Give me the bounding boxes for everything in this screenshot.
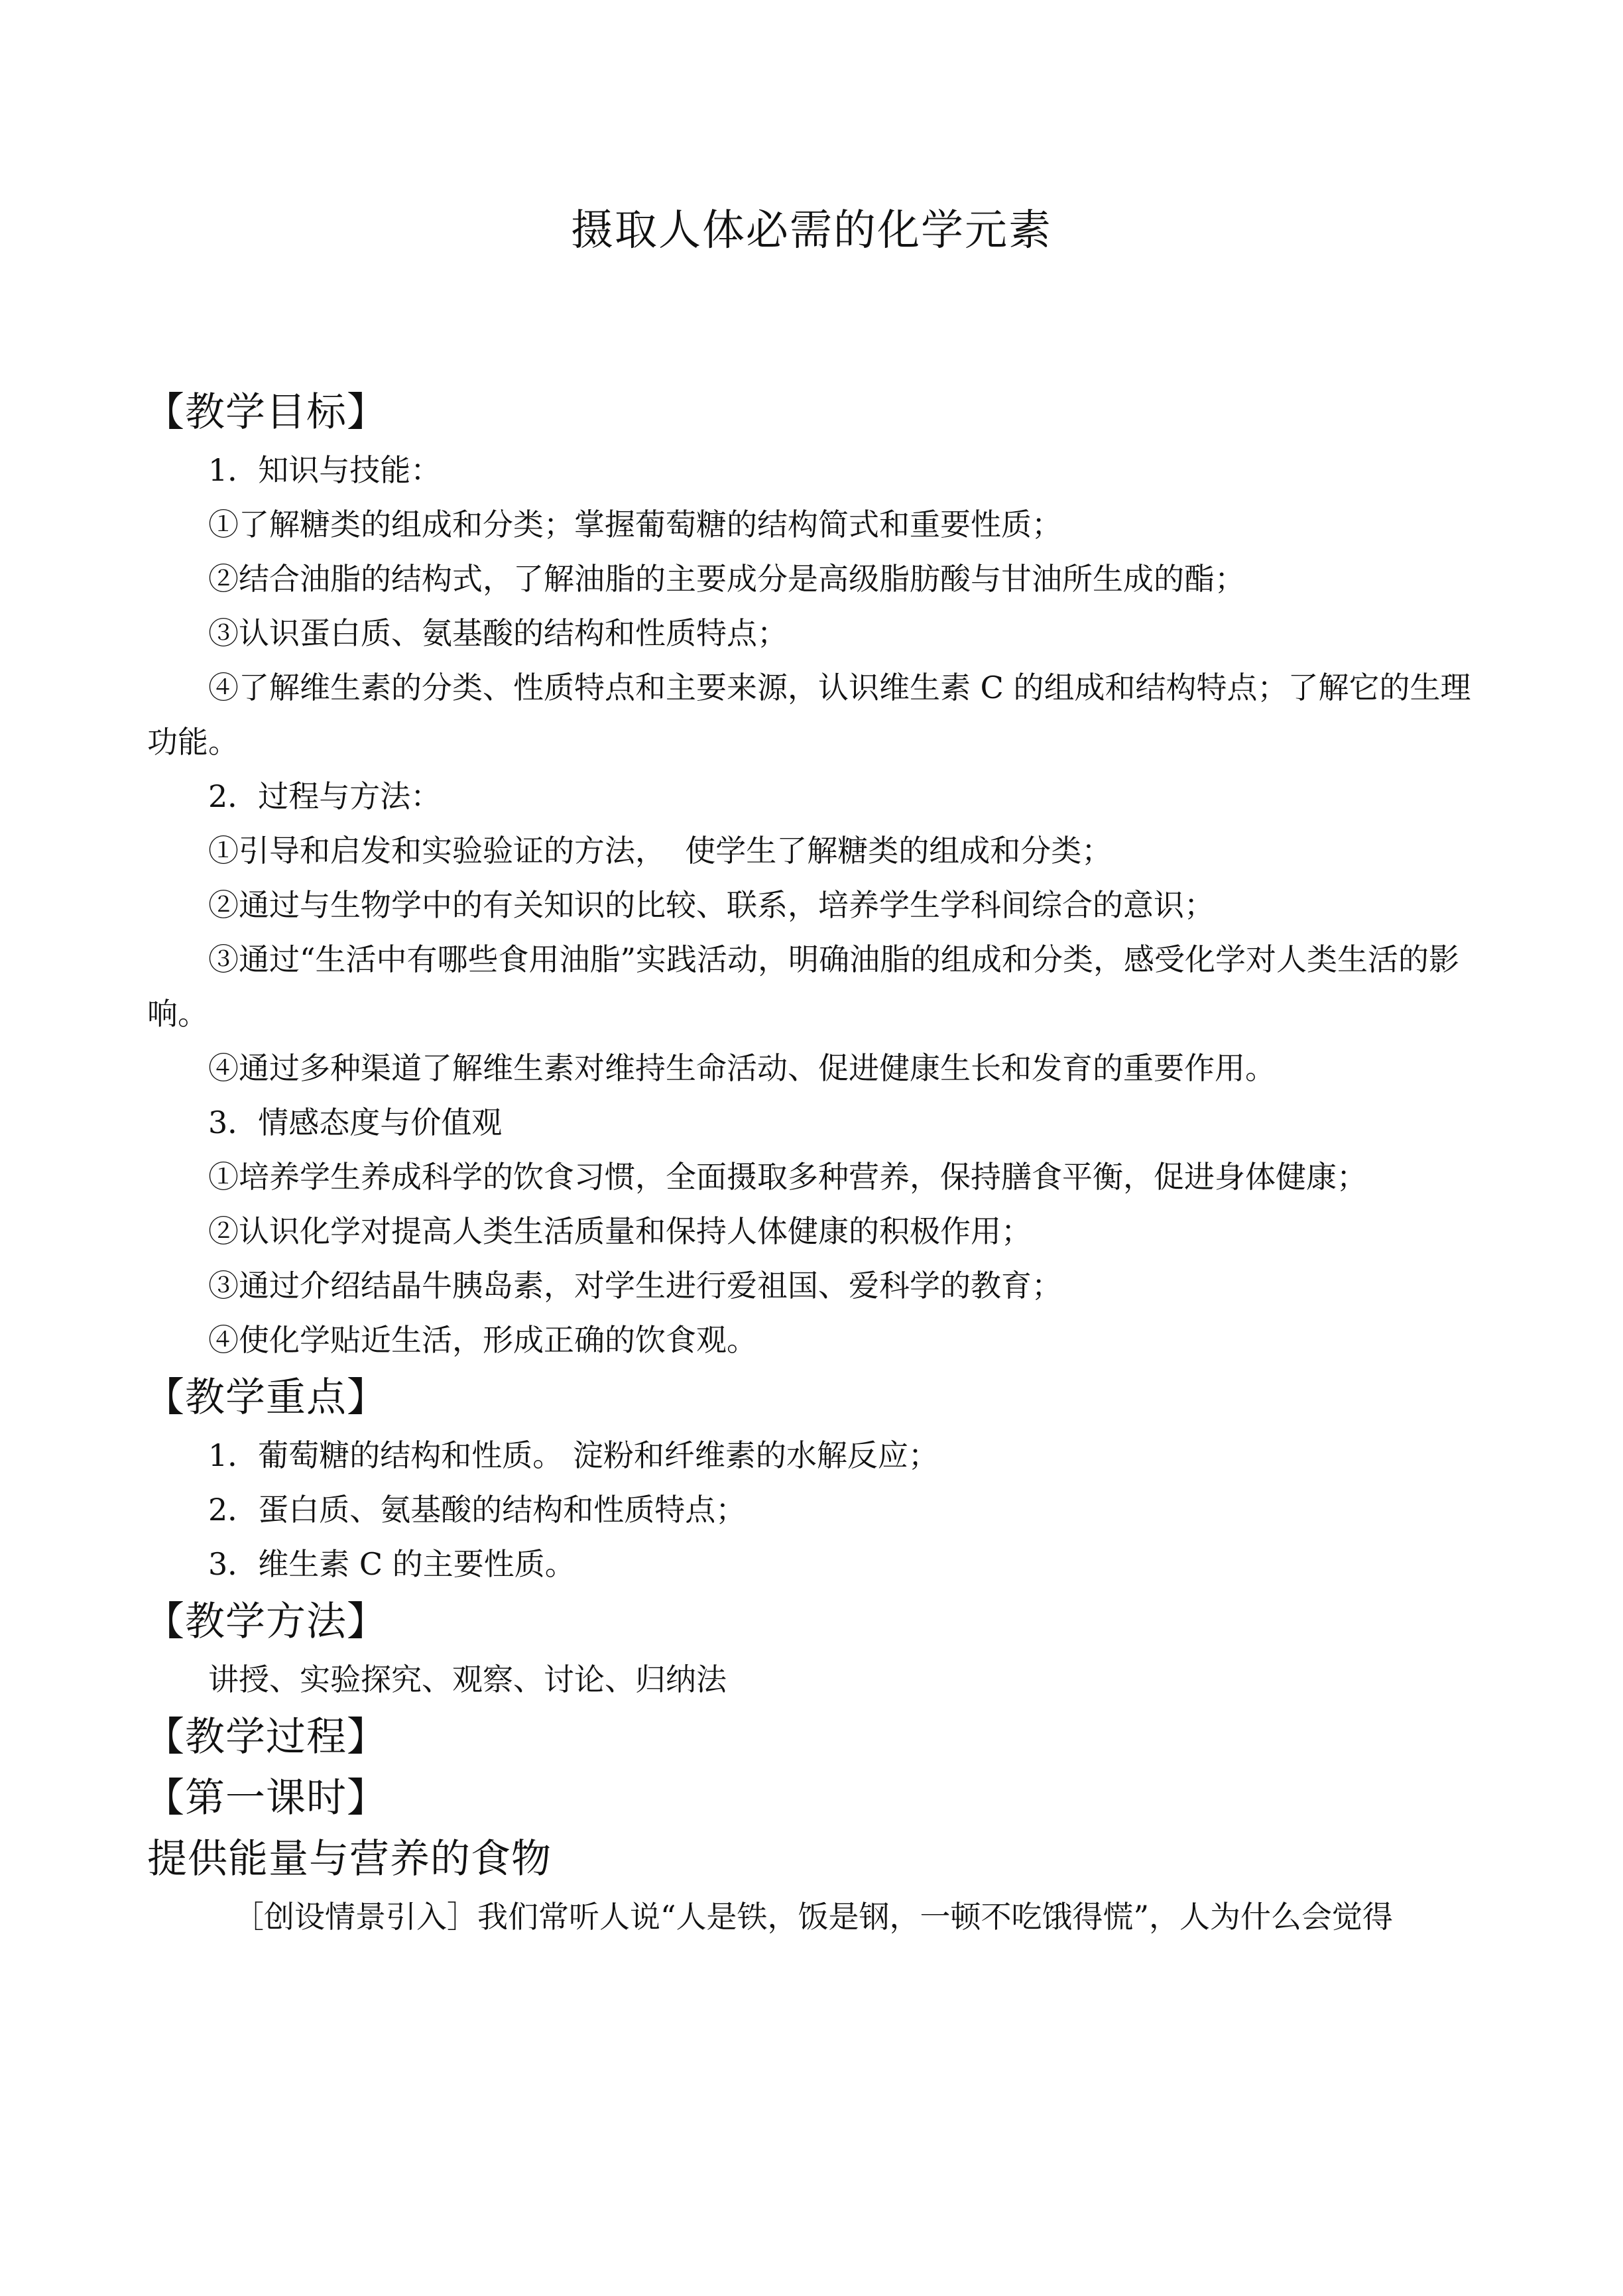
methods-text: 讲授、实验探究、观察、讨论、归纳法: [208, 1662, 727, 1697]
objectives-group3-item-3: ③通过介绍结晶牛胰岛素，对学生进行爱祖国、爱科学的教育；: [208, 1268, 1062, 1303]
objectives-group2-item-2: ②通过与生物学中的有关知识的比较、联系，培养学生学科间综合的意识；: [208, 887, 1215, 923]
objectives-group1-label: 1．知识与技能：: [208, 452, 442, 488]
lesson1-subheading: 提供能量与营养的食物: [147, 1836, 552, 1882]
objectives-group1-item-2: ②结合油脂的结构式，了解油脂的主要成分是高级脂肪酸与甘油所生成的酯；: [208, 561, 1245, 597]
objectives-group1-item-1: ①了解糖类的组成和分类；掌握葡萄糖的结构简式和重要性质；: [208, 507, 1062, 542]
section-heading-objectives: 【教学目标】: [145, 389, 387, 436]
objectives-group2-item-3: ③通过“生活中有哪些食用油脂”实践活动，明确油脂的组成和分类，感受化学对人类生活的影响。: [147, 941, 1460, 1032]
objectives-group2-item-1: ①引导和启发和实验验证的方法， 使学生了解糖类的组成和分类；: [208, 833, 1112, 869]
key-point-item-2: 2．蛋白质、氨基酸的结构和性质特点；: [208, 1492, 747, 1528]
key-point-item-3: 3．维生素 C 的主要性质。: [208, 1546, 575, 1582]
section-heading-lesson1: 【第一课时】: [145, 1775, 387, 1821]
document-body: [147, 382, 1480, 1944]
objectives-group1-item-4: ④了解维生素的分类、性质特点和主要来源，认识维生素 C 的组成和结构特点；了解它的生理功能。: [147, 670, 1471, 760]
objectives-group3-item-2: ②认识化学对提高人类生活质量和保持人体健康的积极作用；: [208, 1213, 1032, 1249]
objectives-group2-item-4: ④通过多种渠道了解维生素对维持生命活动、促进健康生长和发育的重要作用。: [208, 1050, 1276, 1086]
lesson1-intro-text: ［创设情景引入］我们常听人说“人是铁，饭是钢，一顿不吃饿得慌”，人为什么会觉得: [233, 1899, 1394, 1935]
section-heading-key-points: 【教学重点】: [145, 1374, 387, 1421]
objectives-group3-item-4: ④使化学贴近生活，形成正确的饮食观。: [208, 1322, 757, 1358]
objectives-group3-label: 3．情感态度与价值观: [208, 1105, 503, 1140]
key-point-item-1: 1．葡萄糖的结构和性质。 淀粉和纤维素的水解反应；: [208, 1437, 939, 1473]
objectives-group3-item-1: ①培养学生养成科学的饮食习惯，全面摄取多种营养，保持膳食平衡，促进身体健康；: [208, 1159, 1367, 1195]
section-heading-process: 【教学过程】: [145, 1714, 387, 1760]
objectives-group1-item-3: ③认识蛋白质、氨基酸的结构和性质特点；: [208, 615, 788, 651]
document-title: 摄取人体必需的化学元素: [571, 206, 1052, 255]
section-heading-methods: 【教学方法】: [145, 1599, 387, 1645]
objectives-group2-label: 2．过程与方法：: [208, 778, 442, 814]
